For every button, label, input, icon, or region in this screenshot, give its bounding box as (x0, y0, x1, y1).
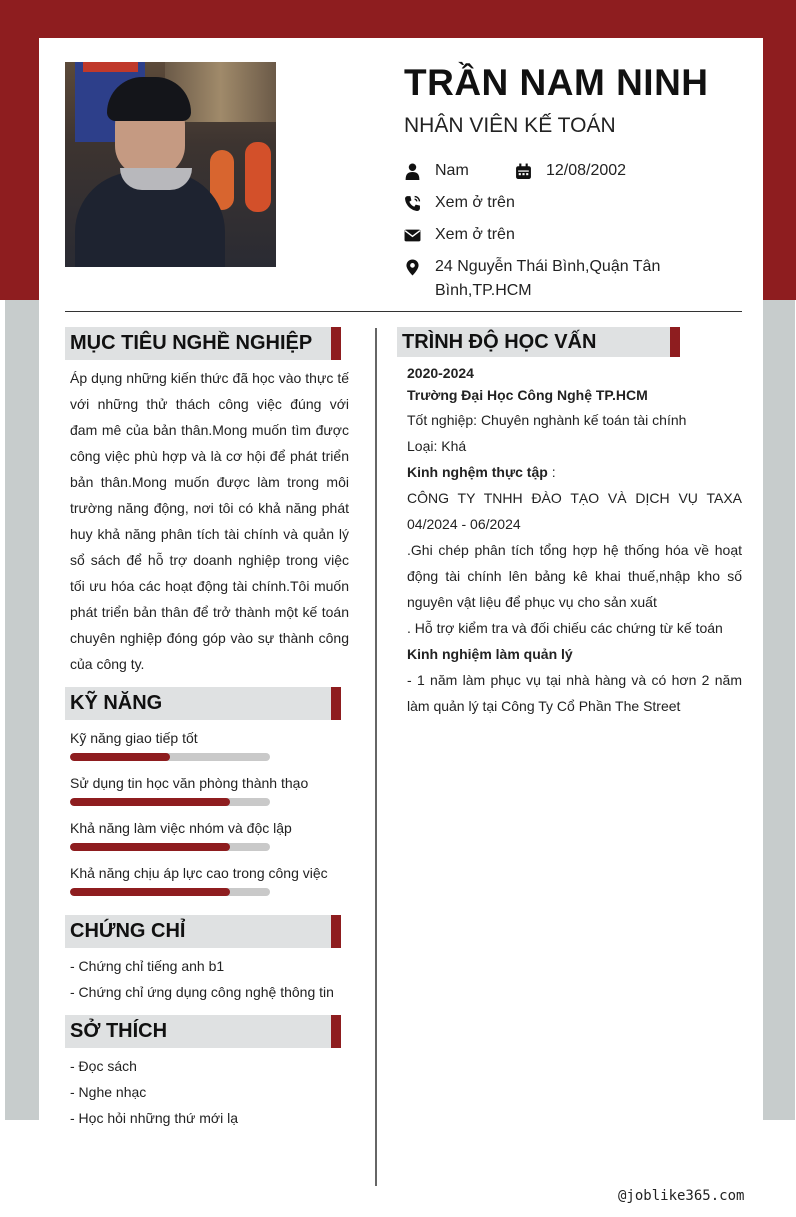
left-side-band (5, 300, 39, 1120)
skill-level-fill (70, 798, 230, 806)
skill-label: Kỹ năng giao tiếp tốt (70, 730, 198, 746)
skill-level-bar (70, 843, 270, 851)
map-pin-icon (404, 259, 421, 276)
skill-level-fill (70, 843, 230, 851)
hobby-item: - Nghe nhạc (70, 1084, 147, 1100)
gender-row (404, 162, 469, 183)
birthdate-value: 12/08/2002 (546, 162, 627, 179)
skill-label: Khả năng chịu áp lực cao trong công việc (70, 865, 328, 881)
internship-duty: . Hỗ trợ kiểm tra và đối chiếu các chứng từ kế toán (407, 620, 723, 636)
phone-icon (404, 195, 421, 212)
education-heading: TRÌNH ĐỘ HỌC VẤN (397, 327, 680, 357)
candidate-name: TRẦN NAM NINH (404, 62, 709, 103)
person-icon (404, 163, 421, 180)
profile-photo (65, 62, 276, 267)
skill-level-fill (70, 753, 170, 761)
skills-heading: KỸ NĂNG (65, 687, 341, 720)
education-rank: Loại: Khá (407, 438, 467, 454)
gender-value: Nam (435, 162, 469, 179)
management-text: - 1 năm làm phục vụ tại nhà hàng và có hơn 2 năm làm quản lý tại Công Ty Cổ Phần The Street (407, 672, 742, 714)
column-divider (375, 328, 377, 1186)
phone-value: Xem ở trên (435, 194, 515, 211)
internship-duty: .Ghi chép phân tích tổng hợp hệ thống hóa về hoạt động tài chính lên bảng kê khai thuế,nhập kho số nguyên vật liệu để phục vụ cho sản xuất (407, 542, 742, 610)
internship-company: CÔNG TY TNHH ĐÀO TẠO VÀ DỊCH VỤ TAXA 04/2024 - 06/2024 (407, 490, 742, 532)
education-graduated: Tốt nghiệp: Chuyên nghành kế toán tài chính (407, 412, 687, 428)
address-value: 24 Nguyễn Thái Bình,Quận Tân Bình,TP.HCM (435, 258, 661, 299)
certificate-item: - Chứng chỉ ứng dụng công nghệ thông tin (70, 984, 334, 1000)
header-divider (65, 311, 742, 312)
management-label: Kinh nghiệm làm quản lý (407, 646, 573, 662)
objective-text: Áp dụng những kiến thức đã học vào thực tế với những thử thách công việc đúng với đam mê của bản thân.Mong muốn tìm được công việc phù hợp và là cơ hội để phát triển bản thân.Mong muốn được làm trong môi trường năng động, nơi tôi có khả năng phát huy khả năng phân tích tài chính và quản lý sổ sách để hỗ trợ doanh nghiệp trong việc tối ưu hóa các hoạt động tài chính.Tôi muốn phát triển bản thân để trở thành một kế toán chuyên nghiệp đóng góp vào sự thành công của công ty. (70, 370, 349, 672)
internship-colon: : (547, 464, 556, 480)
skill-level-bar (70, 798, 270, 806)
certificate-item: - Chứng chỉ tiếng anh b1 (70, 958, 225, 974)
footer-watermark: @joblike365.com (618, 1188, 745, 1204)
right-side-band (763, 300, 795, 1120)
address-row (404, 258, 694, 303)
hobby-item: - Học hỏi những thứ mới lạ (70, 1110, 238, 1126)
email-row (404, 226, 515, 247)
hobby-item: - Đọc sách (70, 1058, 137, 1074)
internship-label: Kinh nghệm thực tập (407, 464, 548, 480)
education-block (407, 362, 742, 719)
skill-label: Khả năng làm việc nhóm và độc lập (70, 820, 292, 836)
certificates-heading: CHỨNG CHỈ (65, 915, 341, 948)
hobbies-heading: SỞ THÍCH (65, 1015, 341, 1048)
objective-heading: MỤC TIÊU NGHỀ NGHIỆP (65, 327, 341, 360)
phone-row (404, 194, 515, 215)
envelope-icon (404, 227, 421, 244)
internship-heading (407, 459, 742, 485)
skill-level-bar (70, 753, 270, 761)
skill-level-fill (70, 888, 230, 896)
email-value: Xem ở trên (435, 226, 515, 243)
candidate-role: NHÂN VIÊN KẾ TOÁN (404, 114, 616, 137)
education-school: Trường Đại Học Công Nghệ TP.HCM (407, 387, 648, 403)
skill-label: Sử dụng tin học văn phòng thành thạo (70, 775, 309, 791)
calendar-icon (515, 163, 532, 180)
education-years: 2020-2024 (407, 365, 474, 381)
birthdate-row (515, 162, 626, 183)
skill-level-bar (70, 888, 270, 896)
